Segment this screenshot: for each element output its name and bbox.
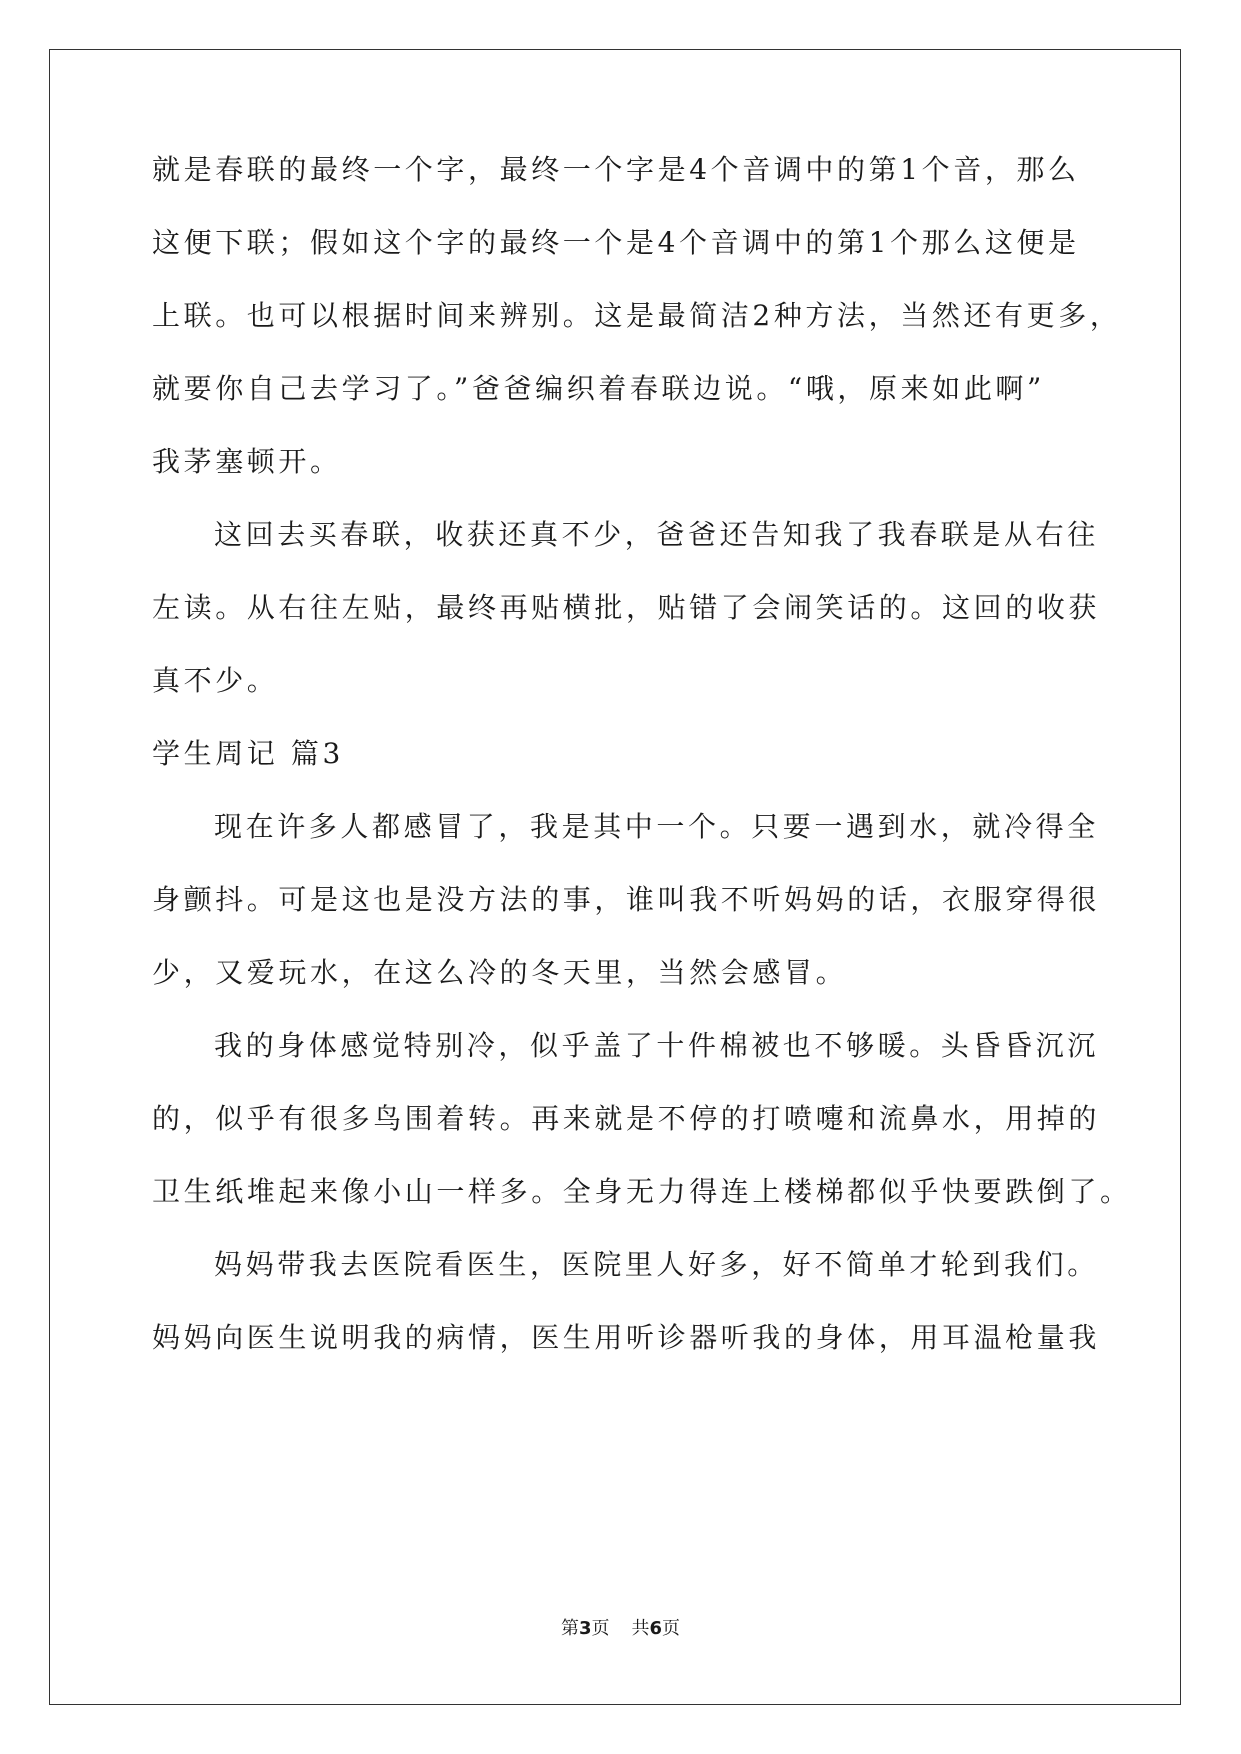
paragraph-start: 我的身体感觉特别冷，似乎盖了十件棉被也不够暖。头昏昏沉沉 xyxy=(214,1029,1099,1062)
page-footer xyxy=(0,1618,1241,1640)
text-line: 就要你自己去学习了。”爸爸编织着春联边说。“哦，原来如此啊” xyxy=(152,372,1045,405)
paragraph-start: 妈妈带我去医院看医生，医院里人好多，好不简单才轮到我们。 xyxy=(214,1248,1099,1281)
text-line: 卫生纸堆起来像小山一样多。全身无力得连上楼梯都似乎快要跌倒了。 xyxy=(152,1175,1132,1208)
text-line: 的，似乎有很多鸟围着转。再来就是不停的打喷嚏和流鼻水，用掉的 xyxy=(152,1102,1101,1135)
page-current: 3 xyxy=(578,1618,592,1639)
paragraph-start: 这回去买春联，收获还真不少，爸爸还告知我了我春联是从右往 xyxy=(214,518,1099,551)
text-line: 少，又爱玩水，在这么冷的冬天里，当然会感冒。 xyxy=(152,956,848,989)
text-line: 上联。也可以根据时间来辨别。这是最简洁2种方法，当然还有更多， xyxy=(152,299,1122,332)
text-line: 妈妈向医生说明我的病情，医生用听诊器听我的身体，用耳温枪量我 xyxy=(152,1321,1101,1354)
text-line: 真不少。 xyxy=(152,664,279,697)
text-line: 我茅塞顿开。 xyxy=(152,445,342,478)
page-total: 6 xyxy=(649,1618,663,1639)
total-suffix: 页 xyxy=(662,1618,681,1639)
text-line: 这便下联；假如这个字的最终一个是4个音调中的第1个那么这便是 xyxy=(152,226,1080,259)
page-prefix: 第 xyxy=(560,1618,579,1639)
section-heading: 学生周记 篇3 xyxy=(152,737,344,770)
text-line: 就是春联的最终一个字，最终一个字是4个音调中的第1个音，那么 xyxy=(152,153,1080,186)
paragraph-start: 现在许多人都感冒了，我是其中一个。只要一遇到水，就冷得全 xyxy=(214,810,1099,843)
text-line: 左读。从右往左贴，最终再贴横批，贴错了会闹笑话的。这回的收获 xyxy=(152,591,1101,624)
page-suffix: 页 xyxy=(591,1618,610,1639)
total-prefix: 共 xyxy=(631,1618,650,1639)
text-line: 身颤抖。可是这也是没方法的事，谁叫我不听妈妈的话，衣服穿得很 xyxy=(152,883,1101,916)
